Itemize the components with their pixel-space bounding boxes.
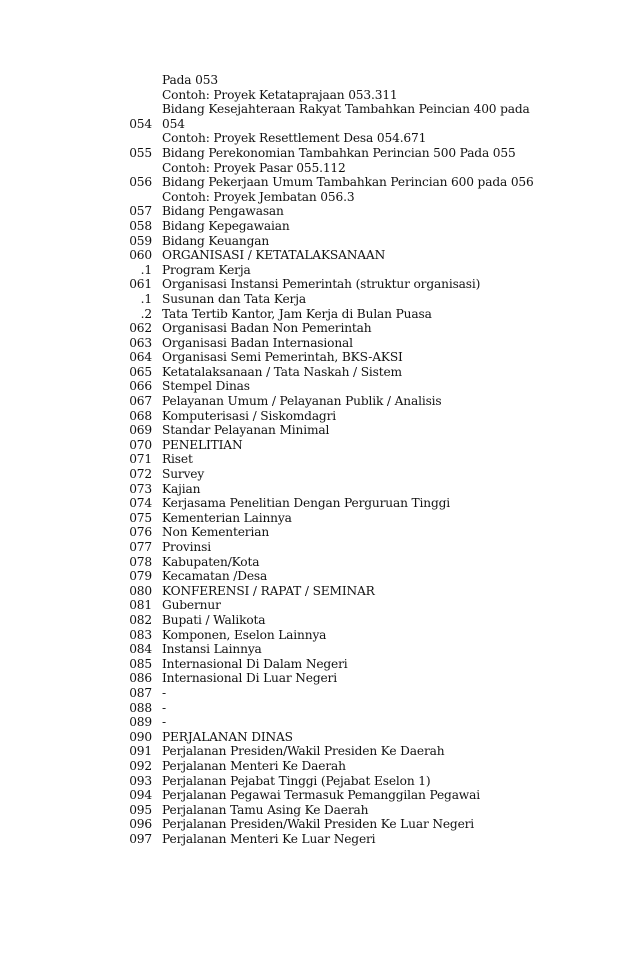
classification-description: Perjalanan Menteri Ke Daerah [162, 758, 346, 773]
list-item [0, 350, 638, 365]
classification-code: 084 [129, 642, 152, 657]
classification-description: Perjalanan Menteri Ke Luar Negeri [162, 831, 376, 846]
list-item [0, 788, 638, 803]
classification-code: 066 [129, 379, 152, 394]
classification-code: 079 [129, 569, 152, 584]
classification-code: 060 [129, 248, 152, 263]
classification-description: Contoh: Proyek Ketataprajaan 053.311 [162, 87, 398, 102]
list-item [0, 394, 638, 409]
classification-code: 061 [129, 277, 152, 292]
classification-code: 064 [129, 350, 152, 365]
classification-description: Perjalanan Tamu Asing Ke Daerah [162, 802, 369, 817]
list-item [0, 482, 638, 497]
list-item [0, 628, 638, 643]
classification-code: 080 [129, 583, 152, 598]
list-item [0, 204, 638, 219]
list-item [0, 175, 638, 190]
classification-code: 092 [129, 758, 152, 773]
list-item [0, 117, 638, 132]
list-item [0, 759, 638, 774]
list-item [0, 73, 638, 88]
classification-code: .1 [140, 291, 152, 306]
classification-code: 083 [129, 627, 152, 642]
classification-description: ORGANISASI / KETATALAKSANAAN [162, 248, 386, 263]
list-item [0, 671, 638, 686]
classification-code: .1 [140, 262, 152, 277]
list-item [0, 803, 638, 818]
list-item [0, 131, 638, 146]
classification-description: Organisasi Badan Non Pemerintah [162, 321, 372, 336]
classification-description: - [162, 715, 166, 730]
list-item [0, 511, 638, 526]
classification-description: Kabupaten/Kota [162, 554, 260, 569]
classification-description: Bidang Kepegawaian [162, 218, 290, 233]
classification-description: Komponen, Eselon Lainnya [162, 627, 327, 642]
list-item [0, 146, 638, 161]
classification-description: Perjalanan Pegawai Termasuk Pemanggilan Pegawai [162, 788, 480, 803]
list-item [0, 219, 638, 234]
classification-description: Contoh: Proyek Jembatan 056.3 [162, 189, 355, 204]
classification-description: - [162, 700, 166, 715]
list-item [0, 409, 638, 424]
list-item [0, 88, 638, 103]
classification-description: Bidang Pekerjaan Umum Tambahkan Perincian 600 pada 056 [162, 175, 534, 190]
classification-code: .2 [140, 306, 152, 321]
classification-code: 091 [129, 744, 152, 759]
classification-code: 085 [129, 656, 152, 671]
classification-code: 063 [129, 335, 152, 350]
list-item [0, 584, 638, 599]
classification-description: Tata Tertib Kantor, Jam Kerja di Bulan Puasa [162, 306, 432, 321]
list-item [0, 307, 638, 322]
classification-description: Ketatalaksanaan / Tata Naskah / Sistem [162, 364, 402, 379]
classification-code: 065 [129, 364, 152, 379]
list-item [0, 438, 638, 453]
classification-code: 094 [129, 788, 152, 803]
classification-description: Susunan dan Tata Kerja [162, 291, 306, 306]
classification-description: Kerjasama Penelitian Dengan Perguruan Tinggi [162, 496, 450, 511]
classification-code: 075 [129, 510, 152, 525]
classification-description: Standar Pelayanan Minimal [162, 423, 330, 438]
classification-code: 074 [129, 496, 152, 511]
classification-code: 070 [129, 437, 152, 452]
classification-description: Instansi Lainnya [162, 642, 262, 657]
classification-description: Bupati / Walikota [162, 612, 266, 627]
classification-code: 057 [129, 204, 152, 219]
classification-description: Internasional Di Dalam Negeri [162, 656, 348, 671]
list-item [0, 598, 638, 613]
classification-description: Perjalanan Presiden/Wakil Presiden Ke Daerah [162, 744, 445, 759]
classification-code: 073 [129, 481, 152, 496]
classification-code: 088 [129, 700, 152, 715]
classification-description: Bidang Perekonomian Tambahkan Perincian 500 Pada 055 [162, 145, 516, 160]
classification-description: Kajian [162, 481, 201, 496]
classification-code: 071 [129, 452, 152, 467]
classification-description: Stempel Dinas [162, 379, 250, 394]
classification-description: Non Kementerian [162, 525, 270, 540]
classification-description: Internasional Di Luar Negeri [162, 671, 337, 686]
classification-code: 072 [129, 467, 152, 482]
classification-code: 076 [129, 525, 152, 540]
list-item [0, 321, 638, 336]
classification-description: Contoh: Proyek Resettlement Desa 054.671 [162, 131, 427, 146]
classification-code: 058 [129, 218, 152, 233]
classification-code: 056 [129, 175, 152, 190]
classification-code: 054 [129, 116, 152, 131]
classification-code: 097 [129, 831, 152, 846]
classification-description: PERJALANAN DINAS [162, 729, 293, 744]
list-item [0, 715, 638, 730]
list-item [0, 452, 638, 467]
list-item [0, 190, 638, 205]
classification-code: 086 [129, 671, 152, 686]
classification-description: Organisasi Semi Pemerintah, BKS-AKSI [162, 350, 403, 365]
list-item [0, 817, 638, 832]
classification-description: Gubernur [162, 598, 221, 613]
list-item [0, 336, 638, 351]
list-item [0, 365, 638, 380]
list-item [0, 379, 638, 394]
list-item [0, 292, 638, 307]
classification-description: Perjalanan Presiden/Wakil Presiden Ke Luar Negeri [162, 817, 475, 832]
classification-description: PENELITIAN [162, 437, 243, 452]
classification-code: 081 [129, 598, 152, 613]
classification-code: 090 [129, 729, 152, 744]
classification-description: Bidang Keuangan [162, 233, 270, 248]
classification-description: Kecamatan /Desa [162, 569, 268, 584]
classification-code: 069 [129, 423, 152, 438]
classification-description: Organisasi Instansi Pemerintah (struktur organisasi) [162, 277, 481, 292]
list-item [0, 161, 638, 176]
classification-description: KONFERENSI / RAPAT / SEMINAR [162, 583, 375, 598]
classification-description: Bidang Kesejahteraan Rakyat Tambahkan Peincian 400 pada [162, 102, 530, 117]
classification-code: 089 [129, 715, 152, 730]
list-item [0, 234, 638, 249]
list-item [0, 832, 638, 847]
list-item [0, 525, 638, 540]
list-item [0, 540, 638, 555]
list-item [0, 248, 638, 263]
classification-description: Program Kerja [162, 262, 251, 277]
list-item [0, 263, 638, 278]
classification-description: Pelayanan Umum / Pelayanan Publik / Analisis [162, 394, 442, 409]
list-item [0, 102, 638, 117]
list-item [0, 277, 638, 292]
classification-description: Survey [162, 467, 205, 482]
classification-description: Bidang Pengawasan [162, 204, 284, 219]
list-item [0, 657, 638, 672]
classification-description: 054 [162, 116, 185, 131]
classification-description: Riset [162, 452, 193, 467]
classification-description: Contoh: Proyek Pasar 055.112 [162, 160, 346, 175]
classification-description: - [162, 685, 166, 700]
classification-code: 082 [129, 612, 152, 627]
list-item [0, 744, 638, 759]
classification-code: 055 [129, 145, 152, 160]
list-item [0, 423, 638, 438]
classification-description: Organisasi Badan Internasional [162, 335, 353, 350]
classification-code: 087 [129, 685, 152, 700]
classification-description: Provinsi [162, 540, 211, 554]
classification-code: 067 [129, 394, 152, 409]
list-item [0, 467, 638, 482]
list-item [0, 774, 638, 789]
list-item [0, 569, 638, 584]
list-item [0, 613, 638, 628]
list-item [0, 496, 638, 511]
classification-description: Komputerisasi / Siskomdagri [162, 408, 337, 423]
classification-code: 077 [129, 540, 152, 554]
list-item [0, 686, 638, 701]
list-item [0, 642, 638, 657]
classification-description: Kementerian Lainnya [162, 510, 292, 525]
classification-code: 068 [129, 408, 152, 423]
list-item [0, 730, 638, 745]
list-item [0, 701, 638, 716]
classification-code-list [0, 73, 638, 846]
classification-code: 078 [129, 554, 152, 569]
classification-description: Perjalanan Pejabat Tinggi (Pejabat Eselon 1) [162, 773, 431, 788]
classification-code: 096 [129, 817, 152, 832]
classification-code: 093 [129, 773, 152, 788]
classification-code: 062 [129, 321, 152, 336]
classification-description: Pada 053 [162, 73, 218, 87]
list-item [0, 555, 638, 570]
classification-code: 059 [129, 233, 152, 248]
classification-code: 095 [129, 802, 152, 817]
